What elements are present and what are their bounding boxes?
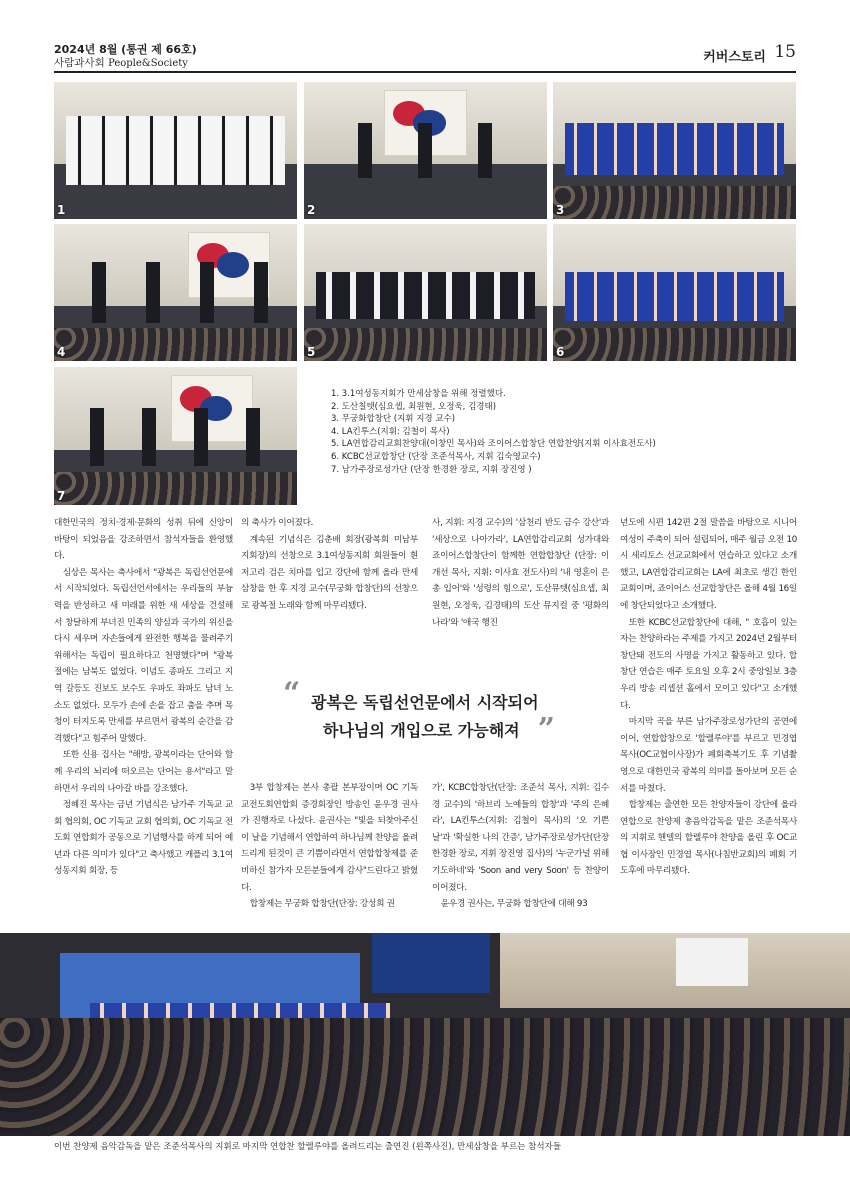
- photo-caption: 7. 남가주장로성가단 (단장 한경환 장로, 지휘 장진영 ): [331, 464, 532, 475]
- photo-5: [304, 224, 547, 361]
- photo-screen: [676, 938, 748, 986]
- photo-number: 6: [556, 345, 565, 359]
- article-paragraph: 심상은 목사는 축사에서 "광복은 독립선언문에서 시작되었다. 독립선언서에서는 우리들의 부늉력을 반성하고 새 미래를 위한 새 세상을 건설해서 창달하게 부녀진 민족의 양심과 국가의 위신을 다시 세우며 자손들에게 완전한 행복을 물려주기 위해서는 독립이 필요하다고 천명했다"며 "광복절에는 남북도 없었다. 이념도 종파도 그리고 지역 갈등도 진보도 보수도 우파도 좌파도 남녀 노소도 없었다. 모두가 손에 손을 잡고 춤을 추며 목청이 터지도록 만세를 부르면서 광복의 순간을 감격했다"고 힘주어 말했다.: [54, 567, 233, 744]
- photo-number: 5: [307, 345, 316, 359]
- photo-caption: 2. 도산칠텟(심요셉, 최원현, 오정욱, 김경태): [331, 401, 497, 412]
- photo-performers: [66, 262, 285, 322]
- photo-audience: [54, 328, 297, 361]
- photo-number: 2: [307, 203, 316, 217]
- bottom-photo: [0, 933, 850, 1136]
- pull-quote-line-1: 광복은 독립선언문에서 시작되어: [311, 693, 539, 712]
- publication-name: [54, 55, 188, 70]
- photo-caption: 3. 무궁화합창단 (지휘 지경 교수): [331, 414, 456, 425]
- pull-quote-line-2: 하나님의 개입으로 가능해져: [323, 721, 520, 740]
- photo-number: 3: [556, 203, 565, 217]
- photo-audience: [553, 186, 796, 219]
- photo-crowd: [0, 1018, 850, 1136]
- article-column-1: [54, 515, 233, 880]
- page-header: [54, 41, 796, 71]
- photo-number: 1: [57, 203, 66, 217]
- article-paragraph: 정혜진 목사는 금년 기념식은 남가주 기독교 교회 협의회, OC 기독교 교회 협의회, OC 기독교 전도회 연합회가 공동으로 기념행사를 하게 되어 예년과 다른 의미가 있다"고 축사했고 캐플리 3.1여성동지회 회장, 등: [54, 800, 233, 877]
- pull-quote: [283, 676, 555, 752]
- section-title: 커버스토리: [703, 50, 766, 65]
- photo-3: [553, 82, 796, 219]
- article-paragraph: 또한 KCBC선교합창단에 대해, " 호흡이 있는 자는 찬양하라는 주제를 가지고 2024년 2월부터 창단돼 전도의 사명을 가지고 활동하고 있다. 합창단 연습은 매주 토요일 오후 2시 중앙일보 3층 우리 방송 리셉션 홀에서 모이고 있다"고 소개했다.: [620, 617, 797, 711]
- close-quote-icon: ”: [537, 712, 555, 747]
- article-paragraph: 대한민국의 정치·경제·문화의 성취 뒤에 신앙이 바탕이 되었음을 강조하면서 참석자들을 환영했다.: [54, 518, 233, 562]
- photo-performers: [328, 123, 522, 178]
- photo-number: 4: [57, 345, 66, 359]
- photo-wall: [500, 933, 850, 1008]
- article-column-3-top: [432, 515, 609, 631]
- article-paragraph: 3부 합창제는 본사 총괄 본부장이며 OC 기독교전도회연합회 증경회장인 방송인 윤우경 권사가 진행자로 나섰다. 윤권사는 "빛을 되찾아주신 이 날을 기념해서 연합하여 하나님께 찬양을 올려 드리게 된것이 큰 기쁨이라면서 연합합창제를 준비하신 참가자 모든분들에게 감사"드린다고 밝혔다.: [241, 783, 418, 893]
- photo-performers: [66, 116, 285, 185]
- photo-audience: [553, 328, 796, 361]
- photo-caption: 1. 3.1여성동지회가 만세삼창을 위해 정렬했다.: [331, 389, 506, 399]
- article-paragraph: 년도에 시편 142편 2절 말씀을 바탕으로 시니어 여성이 주축이 되어 설립되어, 매주 월금 오전 10시 세리토스 선교교회에서 연습하고 있다고 소개했고, LA연합감리교회는 LA에 최초로 생긴 한인교회이며, 죠이어스 선교합창단은 올해 4월 16일에 창단되었다고 소개했다.: [620, 518, 797, 611]
- article-column-4: [620, 515, 797, 880]
- article-paragraph: 의 축사가 이어졌다.: [241, 518, 314, 528]
- page-number: 15: [774, 42, 796, 62]
- article-paragraph: 사, 지휘: 지경 교수)의 '삼천리 반도 금수 강산'과 '세상으로 나아가라', LA연합감리교회 성가대와 죠이어스합창단이 함께한 연합합창단 (단장: 이개선 목사, 지휘: 이사효 전도사)의 '내 영혼이 은총 입어'와 '성령의 힘으로', 도산뮤텟(심요셉, 최원현, 오정욱, 김경태)의 도산 뮤지컬 중 '평화의 나라'와 '애국 행진: [432, 518, 609, 628]
- photo-performers: [565, 272, 784, 321]
- photo-performers: [66, 408, 285, 466]
- article-paragraph: 가', KCBC합창단(단장: 조준석 목사, 지휘: 김수경 교수)의 '하브리 노예들의 합창'과 '주의 은혜라', LA킨투스(지휘: 김철이 목사)의 '오 기쁜 날'과 '확실한 나의 간증', 남가주장로성가단(단장 한경환 장로, 지휘 장진영 집사)의 '누군가널 위해 기도하네'와 'Soon and very Soon' 등 찬양이 이어졌다.: [432, 783, 609, 893]
- header-rule: [54, 71, 796, 73]
- publication-name-en: People&Society: [108, 58, 188, 69]
- article-paragraph: 계속된 기념식은 김춘배 회장(광복회 미남부 지회장)의 선창으로 3.1여성동지회 회원들이 흰저고리 검은 치마를 입고 강단에 함께 올라 만세삼창을 한 후 지경 교수(무궁화 합창단)의 선창으로 광복절 노래와 함께 마무리됐다.: [241, 534, 418, 611]
- photo-7: [54, 367, 297, 505]
- photo-audience: [54, 472, 297, 505]
- article-column-2-top: [241, 515, 418, 615]
- article-column-3-bottom: [432, 780, 609, 913]
- open-quote-icon: “: [283, 676, 301, 711]
- photo-caption-list: [331, 388, 791, 476]
- article-paragraph: 합창제는 무궁화 합창단(단장: 강성희 권: [249, 899, 395, 910]
- photo-performers: [316, 272, 535, 319]
- article-paragraph: 합창제는 출연한 모든 찬양자들이 강단에 올라 연합으로 찬양제 총음악감독을 맡은 조준석목사의 지휘로 헨델의 할렐루야 찬양을 올린 후 OC교협 이사장인 민경엽 목사(나침반교회)의 폐회 기도후에 마무리됐다.: [620, 800, 797, 877]
- article-paragraph: 또한 신용 집사는 "해방, 광복이라는 단어와 함께 우리의 뇌리에 떠오르는 단어는 용서"라고 말하면서 우리의 나아갈 바를 강조했다.: [54, 750, 233, 794]
- photo-performers: [565, 123, 784, 175]
- photo-screen: [372, 933, 490, 993]
- article-paragraph: 윤우경 권사는, 무궁화 합창단에 대해 93: [440, 899, 588, 910]
- photo-6: [553, 224, 796, 361]
- issue-date: 2024년 8월 (통권 제 66호): [54, 43, 197, 56]
- photo-audience: [304, 328, 547, 361]
- publication-name-ko: 사람과사회: [54, 57, 105, 69]
- photo-1: [54, 82, 297, 219]
- photo-caption: 5. LA연합감리교회찬양대(이창민 목사)와 조이어스합창단 연합찬양(지휘 이사효전도사): [331, 439, 656, 450]
- photo-caption: 4. LA킨투스(지휘: 김철이 목사): [331, 426, 450, 437]
- photo-number: 7: [57, 489, 66, 503]
- article-column-2-bottom: [241, 780, 418, 913]
- photo-2: [304, 82, 547, 219]
- bottom-photo-caption: 이번 찬양제 음악감독을 맡은 조준석목사의 지휘로 마지막 연합찬 할렐루야를 올려드리는 출연진 (왼쪽사진), 만세삼창을 부르는 참석자들: [54, 1142, 561, 1152]
- article-paragraph: 마지막 곡을 부른 남가주장로성가단의 공연에 이어, 연합합창으로 '할렐루야'를 부르고 민경엽 목사(OC교협이사장)가 폐회축복기도 후 기념촬영으로 대한민국 광복의 의미를 돌아보며 모든 순서를 마쳤다.: [620, 717, 797, 794]
- photo-4: [54, 224, 297, 361]
- photo-caption: 6. KCBC선교합창단 (단장 조준석목사, 지휘 김숙영교수): [331, 451, 541, 462]
